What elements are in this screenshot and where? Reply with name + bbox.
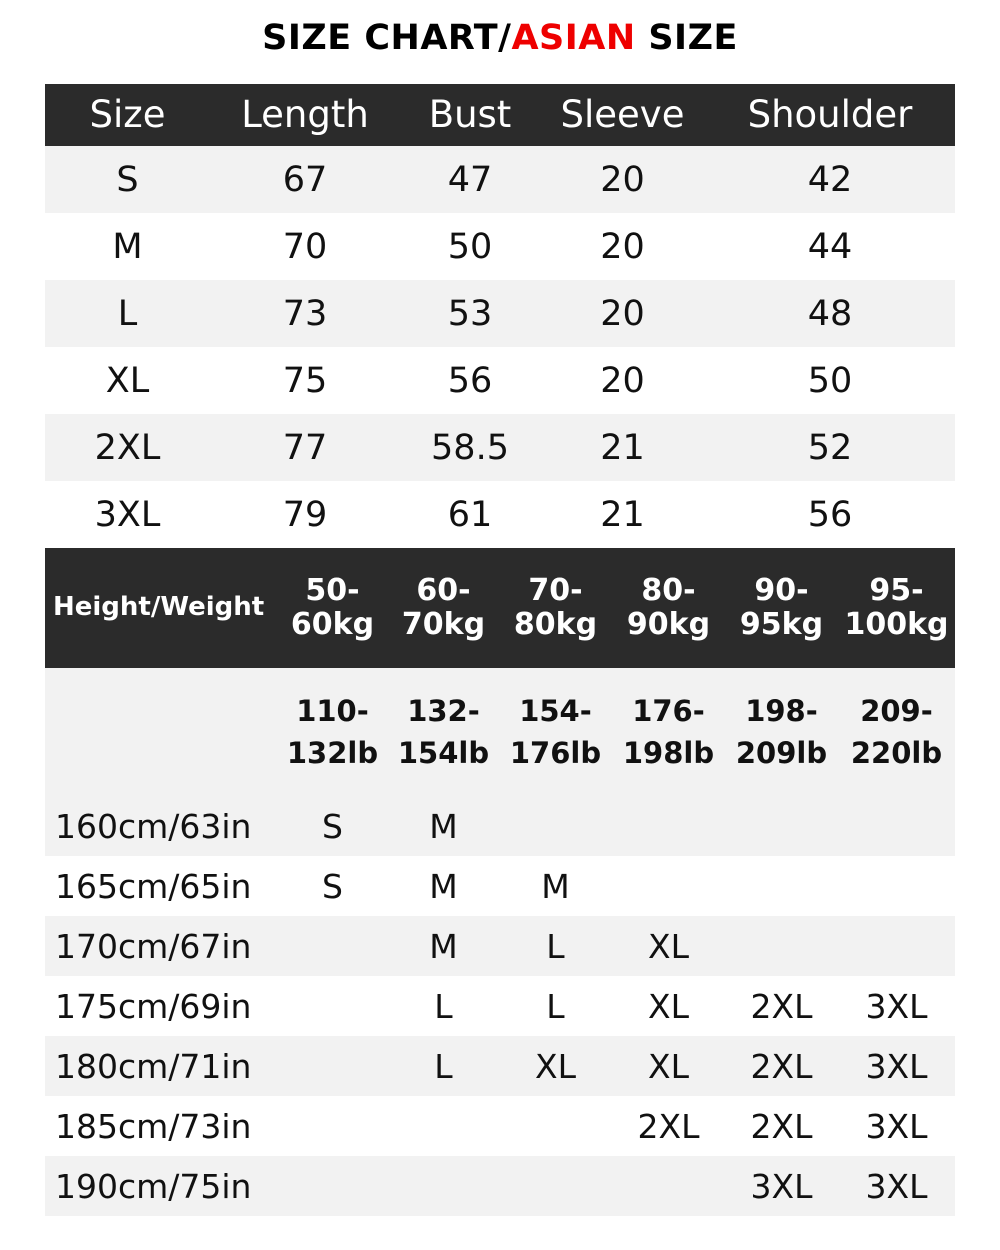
matrix-cell: 2XL bbox=[725, 976, 838, 1036]
table-row bbox=[45, 213, 955, 280]
height-weight-label: Height/Weight bbox=[45, 548, 277, 668]
matrix-cell: M bbox=[388, 856, 499, 916]
size-table-header-row bbox=[45, 84, 955, 146]
weight-lb-top: 198- bbox=[745, 693, 818, 728]
table-row bbox=[45, 1096, 955, 1156]
cell-length: 73 bbox=[210, 280, 400, 347]
table-row bbox=[45, 856, 955, 916]
table-row bbox=[45, 796, 955, 856]
column-header-bust: Bust bbox=[400, 84, 540, 146]
height-weight-table bbox=[45, 548, 955, 1216]
table-row bbox=[45, 1156, 955, 1216]
column-header-size: Size bbox=[45, 84, 210, 146]
height-weight-header-row bbox=[45, 548, 955, 668]
table-row bbox=[45, 414, 955, 481]
height-label: 170cm/67in bbox=[45, 916, 277, 976]
matrix-cell bbox=[725, 856, 838, 916]
weight-kg-bottom: 95kg bbox=[739, 607, 824, 642]
cell-shoulder: 42 bbox=[705, 146, 955, 213]
cell-size: 3XL bbox=[45, 481, 210, 548]
weight-pounds-row bbox=[45, 668, 955, 796]
table-row bbox=[45, 280, 955, 347]
cell-shoulder: 44 bbox=[705, 213, 955, 280]
cell-size: L bbox=[45, 280, 210, 347]
weight-lb-bottom: 209lb bbox=[735, 736, 828, 770]
matrix-cell: 2XL bbox=[612, 1096, 725, 1156]
weight-kg-top: 60- bbox=[416, 572, 471, 608]
table-row bbox=[45, 1036, 955, 1096]
matrix-cell: 3XL bbox=[838, 1036, 955, 1096]
matrix-cell bbox=[277, 1156, 388, 1216]
weight-lb-top: 110- bbox=[296, 693, 369, 728]
matrix-cell bbox=[277, 916, 388, 976]
cell-length: 67 bbox=[210, 146, 400, 213]
page-title-part1: SIZE CHART/ bbox=[262, 18, 512, 58]
cell-size: M bbox=[45, 213, 210, 280]
matrix-cell: L bbox=[499, 916, 612, 976]
weight-column-lb-3 bbox=[499, 668, 612, 796]
weight-kg-top: 50- bbox=[305, 572, 360, 608]
matrix-cell bbox=[612, 1156, 725, 1216]
table-row bbox=[45, 146, 955, 213]
table-row bbox=[45, 347, 955, 414]
weight-lb-top: 132- bbox=[407, 693, 480, 728]
matrix-cell: S bbox=[277, 856, 388, 916]
height-label: 160cm/63in bbox=[45, 796, 277, 856]
height-label: 165cm/65in bbox=[45, 856, 277, 916]
matrix-cell: XL bbox=[612, 976, 725, 1036]
matrix-cell bbox=[612, 796, 725, 856]
matrix-cell bbox=[838, 796, 955, 856]
matrix-cell bbox=[277, 1036, 388, 1096]
weight-lb-bottom: 198lb bbox=[622, 736, 715, 770]
page-title-accent: ASIAN bbox=[511, 18, 636, 58]
matrix-cell bbox=[388, 1096, 499, 1156]
cell-bust: 50 bbox=[400, 213, 540, 280]
weight-lb-bottom: 220lb bbox=[850, 736, 943, 770]
matrix-cell bbox=[499, 796, 612, 856]
matrix-cell: 2XL bbox=[725, 1096, 838, 1156]
weight-column-kg-5 bbox=[725, 548, 838, 668]
weight-pounds-spacer bbox=[45, 668, 277, 796]
weight-lb-bottom: 154lb bbox=[397, 736, 490, 770]
weight-column-lb-6 bbox=[838, 668, 955, 796]
matrix-cell bbox=[612, 856, 725, 916]
weight-lb-bottom: 176lb bbox=[509, 736, 602, 770]
matrix-cell: M bbox=[388, 916, 499, 976]
weight-column-kg-6 bbox=[838, 548, 955, 668]
cell-length: 79 bbox=[210, 481, 400, 548]
weight-column-lb-5 bbox=[725, 668, 838, 796]
table-row bbox=[45, 481, 955, 548]
matrix-cell bbox=[277, 976, 388, 1036]
cell-bust: 53 bbox=[400, 280, 540, 347]
cell-sleeve: 20 bbox=[540, 280, 705, 347]
weight-kg-top: 90- bbox=[754, 572, 809, 608]
weight-lb-top: 209- bbox=[860, 693, 933, 728]
matrix-cell: XL bbox=[499, 1036, 612, 1096]
weight-column-kg-3 bbox=[499, 548, 612, 668]
matrix-cell bbox=[277, 1096, 388, 1156]
weight-column-kg-2 bbox=[388, 548, 499, 668]
column-header-length: Length bbox=[210, 84, 400, 146]
weight-lb-bottom: 132lb bbox=[286, 736, 379, 770]
matrix-cell: L bbox=[499, 976, 612, 1036]
weight-column-kg-4 bbox=[612, 548, 725, 668]
matrix-cell: 3XL bbox=[725, 1156, 838, 1216]
cell-bust: 61 bbox=[400, 481, 540, 548]
cell-shoulder: 50 bbox=[705, 347, 955, 414]
page-title-part2: SIZE bbox=[635, 18, 738, 58]
weight-lb-top: 154- bbox=[519, 693, 592, 728]
weight-column-lb-2 bbox=[388, 668, 499, 796]
weight-kg-top: 95- bbox=[869, 572, 924, 608]
weight-kg-bottom: 80kg bbox=[513, 607, 598, 642]
matrix-cell bbox=[499, 1096, 612, 1156]
cell-bust: 47 bbox=[400, 146, 540, 213]
cell-size: XL bbox=[45, 347, 210, 414]
size-recommendation-matrix bbox=[45, 796, 955, 1216]
matrix-cell: L bbox=[388, 976, 499, 1036]
matrix-cell bbox=[388, 1156, 499, 1216]
matrix-cell bbox=[725, 796, 838, 856]
page-title bbox=[0, 0, 1000, 58]
matrix-cell: 2XL bbox=[725, 1036, 838, 1096]
weight-lb-top: 176- bbox=[632, 693, 705, 728]
matrix-cell bbox=[838, 916, 955, 976]
matrix-cell: M bbox=[388, 796, 499, 856]
matrix-cell: L bbox=[388, 1036, 499, 1096]
matrix-cell: M bbox=[499, 856, 612, 916]
matrix-cell bbox=[499, 1156, 612, 1216]
column-header-sleeve: Sleeve bbox=[540, 84, 705, 146]
cell-length: 75 bbox=[210, 347, 400, 414]
column-header-shoulder: Shoulder bbox=[705, 84, 955, 146]
matrix-cell: S bbox=[277, 796, 388, 856]
matrix-cell bbox=[838, 856, 955, 916]
matrix-cell: XL bbox=[612, 1036, 725, 1096]
weight-kg-bottom: 70kg bbox=[401, 607, 486, 642]
size-measurements-table bbox=[45, 84, 955, 548]
weight-kg-top: 80- bbox=[641, 572, 696, 608]
table-row bbox=[45, 916, 955, 976]
height-label: 175cm/69in bbox=[45, 976, 277, 1036]
matrix-cell: 3XL bbox=[838, 1096, 955, 1156]
weight-kg-bottom: 100kg bbox=[844, 607, 949, 642]
cell-sleeve: 20 bbox=[540, 347, 705, 414]
tables-container bbox=[45, 58, 955, 1216]
matrix-cell: 3XL bbox=[838, 1156, 955, 1216]
weight-kg-top: 70- bbox=[528, 572, 583, 608]
cell-size: S bbox=[45, 146, 210, 213]
cell-length: 77 bbox=[210, 414, 400, 481]
matrix-cell bbox=[725, 916, 838, 976]
cell-bust: 56 bbox=[400, 347, 540, 414]
cell-shoulder: 56 bbox=[705, 481, 955, 548]
cell-sleeve: 20 bbox=[540, 213, 705, 280]
height-label: 185cm/73in bbox=[45, 1096, 277, 1156]
cell-size: 2XL bbox=[45, 414, 210, 481]
matrix-cell: XL bbox=[612, 916, 725, 976]
cell-sleeve: 21 bbox=[540, 481, 705, 548]
cell-bust: 58.5 bbox=[400, 414, 540, 481]
table-row bbox=[45, 976, 955, 1036]
height-label: 190cm/75in bbox=[45, 1156, 277, 1216]
cell-sleeve: 21 bbox=[540, 414, 705, 481]
weight-kg-bottom: 60kg bbox=[290, 607, 375, 642]
height-label: 180cm/71in bbox=[45, 1036, 277, 1096]
cell-shoulder: 48 bbox=[705, 280, 955, 347]
weight-column-kg-1 bbox=[277, 548, 388, 668]
weight-kg-bottom: 90kg bbox=[626, 607, 711, 642]
cell-shoulder: 52 bbox=[705, 414, 955, 481]
cell-length: 70 bbox=[210, 213, 400, 280]
weight-column-lb-1 bbox=[277, 668, 388, 796]
matrix-cell: 3XL bbox=[838, 976, 955, 1036]
cell-sleeve: 20 bbox=[540, 146, 705, 213]
weight-column-lb-4 bbox=[612, 668, 725, 796]
